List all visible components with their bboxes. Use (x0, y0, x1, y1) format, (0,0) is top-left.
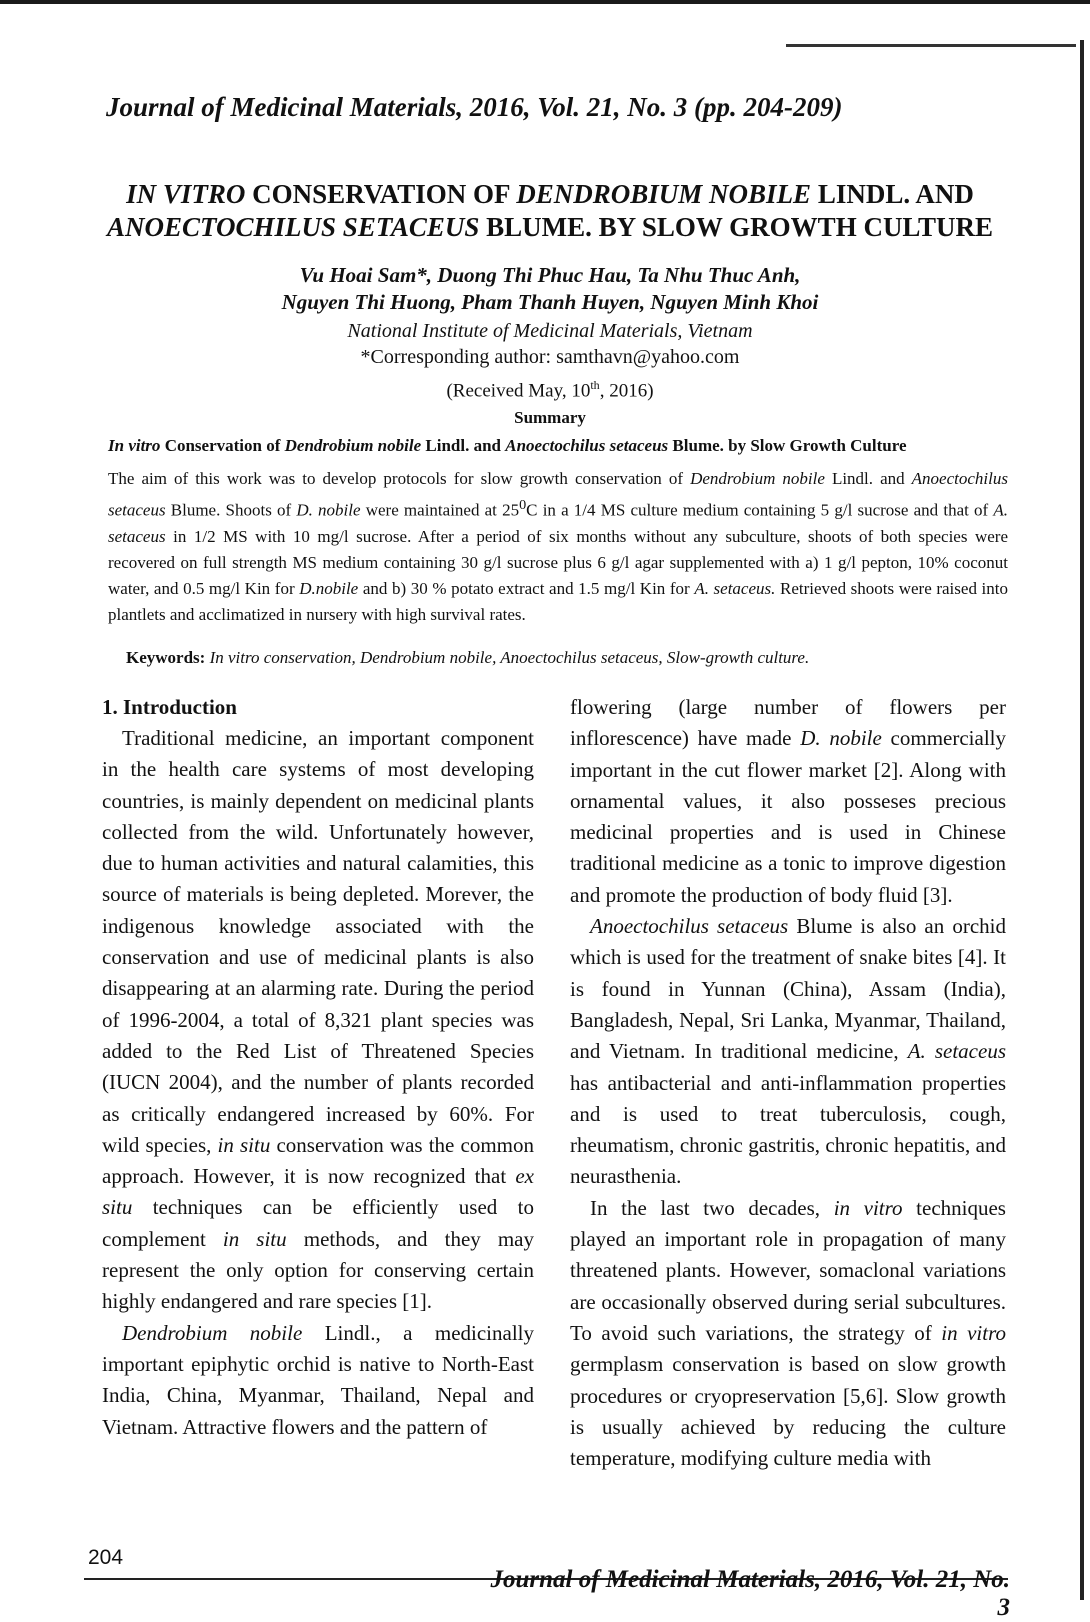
paragraph: Traditional medicine, an important component in the health care systems of most developing countries, is mainly dependent on medicinal plants collected from the wild. Unfortunately however, due to human activities and natural calamities, this source of materials is being depleted. Morever, the indigenous knowledge associated with the conservation and use of medicinal plants is also disappearing at an alarming rate. During the period of 1996-2004, a total of 8,321 plant species was added to the Red List of Threatened Species (IUCN 2004), and the number of plants recorded as critically endangered increased by 60%. For wild species, in situ conservation was the common approach. However, it is now recognized that ex situ techniques can be efficiently used to complement in situ methods, and they may represent the only option for conserving certain highly endangered and rare species [1]. (102, 726, 535, 1314)
top-border-line (0, 0, 1090, 4)
page-number: 204 (88, 1546, 124, 1569)
summary-text: The aim of this work was to develop protocols for slow growth conservation of Dendrobium nobile Lindl. and Anoectochilus setaceus Blume. Shoots of D. nobile were maintained at $25^0C$ in a 1/4 MS culture medium containing 5 g/l sucrose and that of A. setaceus in 1/2 MS with 10 mg/l sucrose. After a period of six months without any subculture, shoots of both species were recovered on full strength MS medium containing 30 g/l sucrose plus 6 g/l agar supplemented with a) 1 g/l pepton, 10% coconut water, and 0.5 mg/l Kin for D.nobile and b) 30 % potato extract and 1.5 mg/l Kin for A. setaceus. Retrieved shoots were raised into plantlets and acclimatized in nursery with high survival rates. (108, 469, 1008, 624)
summary-heading: Summary (514, 408, 586, 427)
corresponding-author: *Corresponding author: samthavn@yahoo.com (360, 346, 740, 368)
paragraph: Dendrobium nobile Lindl., a medicinally important epiphytic orchid is native to North-East India, China, Myanmar, Thailand, Nepal and Vietnam. Attractive flowers and the pattern of (102, 1320, 535, 1439)
journal-header: Journal of Medicinal Materials, 2016, Vol. 21, No. 3 (pp. 204-209) (106, 92, 843, 122)
keywords: Keywords: In vitro conservation, Dendrobium nobile, Anoectochilus setaceus, Slow-growth culture. (126, 648, 810, 667)
right-column (570, 692, 1006, 1474)
article-title: IN VITRO CONSERVATION OF DENDROBIUM NOBILE LINDL. AND ANOECTOCHILUS SETACEUS BLUME. BY SLOW GROWTH CULTURE (107, 179, 993, 242)
paragraph: In the last two decades, in vitro techniques played an important role in propagation of many threatened plants. However, somaclonal variations are occasionally observed during serial subcultures. To avoid such variations, the strategy of in vitro germplasm conservation is based on slow growth procedures or cryopreservation [5,6]. Slow growth is usually achieved by reducing the culture temperature, modifying culture media with (570, 1195, 1006, 1471)
summary-title: In vitro Conservation of Dendrobium nobile Lindl. and Anoectochilus setaceus Blume. by Slow Growth Culture (108, 436, 907, 455)
received-date: (Received May, 10th, 2016) (446, 378, 654, 402)
corner-rule (786, 44, 1076, 47)
author-list: Vu Hoai Sam*, Duong Thi Phuc Hau, Ta Nhu Thuc Anh, Nguyen Thi Huong, Pham Thanh Huyen, Nguyen Minh Khoi (281, 263, 819, 314)
paragraph: Anoectochilus setaceus Blume is also an orchid which is used for the treatment of snake bites [4]. It is found in Yunnan (China), Assam (India), Bangladesh, Nepal, Sri Lanka, Myanmar, Thailand, and Vietnam. In traditional medicine, A. setaceus has antibacterial and anti-inflammation properties and is used to treat tuberculosis, cough, rheumatism, chronic gastritis, chronic hepatitis, and neurasthenia. (570, 914, 1007, 1189)
right-margin-bar (1080, 40, 1084, 1600)
footer-journal: Journal of Medicinal Materials, 2016, Vol. 21, No. 3 (490, 1566, 1010, 1621)
left-column (102, 692, 534, 1443)
section-heading-introduction: 1. Introduction (102, 695, 237, 719)
affiliation: National Institute of Medicinal Materials, Vietnam (347, 320, 753, 342)
paragraph: flowering (large number of flowers per inflorescence) have made D. nobile commercially important in the cut flower market [2]. Along with ornamental values, it also posseses precious medicinal properties and is used in Chinese traditional medicine as a tonic to improve digestion and promote the production of body fluid [3]. (570, 695, 1006, 907)
